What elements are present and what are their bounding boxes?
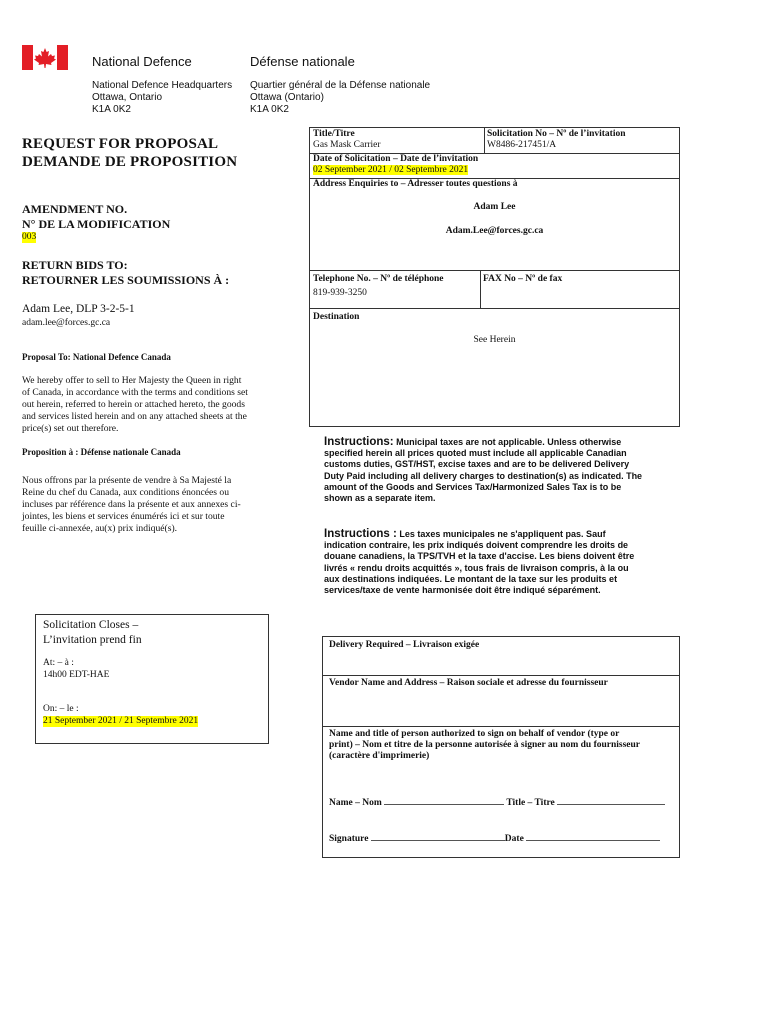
title-label: Title/Titre <box>313 129 355 139</box>
destination-label: Destination <box>313 312 360 322</box>
date-field[interactable] <box>526 840 660 841</box>
closes-on-label: On: – le : <box>43 704 79 714</box>
enquiries-email: Adam.Lee@forces.gc.ca <box>445 226 544 236</box>
vendor-name-address-cell[interactable] <box>323 675 679 727</box>
hq-name-en: National Defence Headquarters <box>92 80 233 91</box>
amendment-label-fr: N° DE LA MODIFICATION <box>22 217 171 231</box>
title-field[interactable] <box>557 804 665 805</box>
amendment-label-en: AMENDMENT NO. <box>22 202 128 216</box>
instructions-text-fr: Les taxes municipales ne s'appliquent pas. Sauf indication contraire, les prix indiqués doivent comprendre les droits de douane canadiens, la TPS/TVH et la taxe d'accise. Les biens doivent être livrés « rendu droits acquittés », tous frais de livraison compris, à la ou aux destinations indiquées. Le montant de la taxe sur les produits et services/taxe de vente harmonisée doit être indiqué séparément. <box>324 529 635 596</box>
title-fr: DEMANDE DE PROPOSITION <box>22 154 238 170</box>
instructions-fr <box>324 529 646 596</box>
proposal-to-fr: Proposition à : Défense nationale Canada <box>22 447 181 457</box>
solicitation-date-cell <box>310 153 679 179</box>
solicitation-number-label: Solicitation No – Nº de l’invitation <box>487 129 626 139</box>
closes-date: 21 September 2021 / 21 Septembre 2021 <box>43 716 199 726</box>
telephone-label: Telephone No. – Nº de téléphone <box>313 274 444 284</box>
signature-field[interactable] <box>371 840 505 841</box>
authorized-person-label: Name and title of person authorized to sign on behalf of vendor (type or print) – Nom et titre de la personne autorisée à signer au nom du fournisseur (caractère d'imprimerie) <box>329 729 640 761</box>
closes-title <box>43 618 142 648</box>
hq-city-fr: Ottawa (Ontario) <box>250 92 324 103</box>
solicitation-closes-box <box>35 614 269 744</box>
return-bids-en: RETURN BIDS TO: <box>22 258 128 272</box>
hq-name-fr: Quartier général de la Défense nationale <box>250 80 431 91</box>
destination-value: See Herein <box>473 335 516 345</box>
hq-address-en <box>92 80 232 116</box>
closes-title-en: Solicitation Closes – <box>43 619 139 631</box>
destination-cell <box>310 308 679 426</box>
instructions-en <box>324 437 646 504</box>
name-title-row <box>329 798 665 809</box>
signature-date-row <box>329 834 660 845</box>
solicitation-date-value: 02 September 2021 / 02 Septembre 2021 <box>313 165 469 175</box>
org-name-en: National Defence <box>92 54 192 69</box>
proposal-to-en: Proposal To: National Defence Canada <box>22 352 171 362</box>
vendor-table <box>322 636 680 858</box>
instructions-text-en: Municipal taxes are not applicable. Unless otherwise specified herein all prices quoted must include all applicable Canadian customs duties, GST/HST, excise taxes and are to be delivered Delivery Duty Paid including all delivery charges to destination(s) as indicated. The amount of the Goods and Services Tax/Harmonized Sales Tax is to be shown as a separate item. <box>324 437 643 504</box>
closes-time: 14h00 EDT-HAE <box>43 670 110 680</box>
vendor-name-address-label: Vendor Name and Address – Raison sociale et adresse du fournisseur <box>329 678 608 688</box>
title-field-label: Title – Titre <box>506 798 555 808</box>
solicitation-info-table <box>309 127 680 427</box>
return-bids-section <box>22 258 229 288</box>
enquiries-name: Adam Lee <box>473 202 516 212</box>
enquiries-label: Address Enquiries to – Adresser toutes questions à <box>313 179 518 189</box>
closes-title-fr: L’invitation prend fin <box>43 634 142 646</box>
name-field[interactable] <box>384 804 504 805</box>
solicitation-number-cell <box>484 128 679 154</box>
hq-city-en: Ottawa, Ontario <box>92 92 163 103</box>
solicitation-number-value: W8486-217451/A <box>487 140 557 150</box>
delivery-required-label: Delivery Required – Livraison exigée <box>329 640 480 650</box>
instructions-lead-fr: Instructions : <box>324 528 397 540</box>
org-name-fr: Défense nationale <box>250 54 355 69</box>
hq-address-fr <box>250 80 430 116</box>
signature-label: Signature <box>329 834 369 844</box>
instructions-lead-en: Instructions: <box>324 436 394 448</box>
title-cell <box>310 128 485 154</box>
enquiries-cell <box>310 178 679 271</box>
telephone-cell <box>310 270 481 309</box>
offer-text-fr: Nous offrons par la présente de vendre à Sa Majesté la Reine du chef du Canada, aux conditions énoncées ou incluses par référence dans la présente et aux annexes ci-jointes, les biens et services énumérés ici et sur toute feuille ci-annexée, au(x) prix indiqué(s). <box>22 475 241 534</box>
solicitation-date-label: Date of Solicitation – Date de l’invitation <box>313 154 479 164</box>
hq-postal-en: K1A 0K2 <box>92 104 131 115</box>
telephone-value: 819-939-3250 <box>313 288 367 298</box>
delivery-required-cell[interactable] <box>323 637 679 676</box>
canada-flag-icon <box>22 45 68 70</box>
name-label: Name – Nom <box>329 798 382 808</box>
fax-cell <box>480 270 679 309</box>
return-contact-email: adam.lee@forces.gc.ca <box>22 318 111 328</box>
return-contact-name: Adam Lee, DLP 3-2-5-1 <box>22 303 135 315</box>
title-en: REQUEST FOR PROPOSAL <box>22 136 219 152</box>
fax-label: FAX No – Nº de fax <box>483 274 563 284</box>
title-value: Gas Mask Carrier <box>313 140 381 150</box>
authorized-person-cell <box>323 726 679 857</box>
hq-postal-fr: K1A 0K2 <box>250 104 289 115</box>
offer-text-en: We hereby offer to sell to Her Majesty the Queen in right of Canada, in accordance with the terms and conditions set out herein, referred to herein or attached hereto, the goods and services listed herein and on any attached sheets at the price(s) set out therefore. <box>22 375 248 434</box>
date-field-label: Date <box>504 834 524 844</box>
return-bids-fr: RETOURNER LES SOUMISSIONS À : <box>22 273 230 287</box>
document-title <box>22 135 237 171</box>
closes-at-label: At: – à : <box>43 658 74 668</box>
amendment-section <box>22 202 170 232</box>
amendment-number: 003 <box>22 232 37 242</box>
